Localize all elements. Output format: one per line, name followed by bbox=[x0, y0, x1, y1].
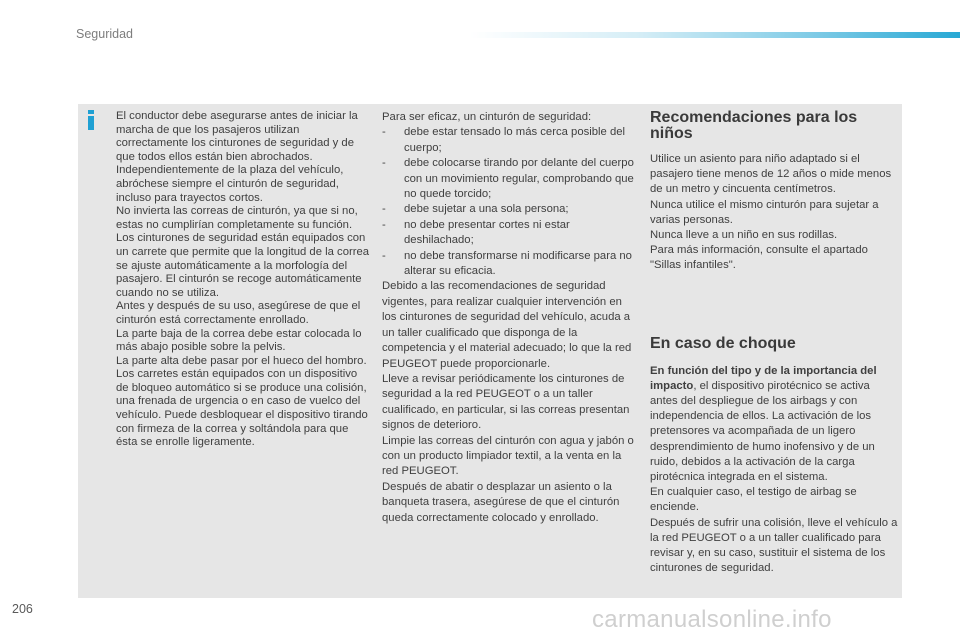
paragraph: La parte baja de la correa debe estar colocada lo más abajo posible sobre la pelvis. bbox=[116, 327, 362, 354]
column-safety-notes bbox=[116, 110, 370, 450]
paragraph: Después de sufrir una colisión, lleve el vehículo a la red PEUGEOT o a un taller cualificado para revisar y, en su caso, sustituir el sistema de los cinturones de seguridad. bbox=[650, 516, 898, 575]
bullet-item: - debe colocarse tirando por delante del cuerpo con un movimiento regular, comprobando que no quede torcido; bbox=[382, 157, 634, 201]
watermark: carmanualsonline.info bbox=[592, 606, 832, 633]
column-children-and-crash bbox=[650, 110, 900, 576]
paragraph: Lleve a revisar periódicamente los cinturones de seguridad a la red PEUGEOT o a un taller cualificado, en particular, si las correas presentan signos de deterioro. bbox=[382, 372, 630, 432]
page-number: 206 bbox=[12, 602, 33, 616]
column-belt-effectiveness bbox=[382, 110, 638, 526]
paragraph: En función del tipo y de la importancia del impacto, el dispositivo pirotécnico se activa antes del despliegue de los airbags y con independencia de ellos. La activación de los pretensores va acompañada de un ligero desprendimiento de humo inofensivo y de un ruido, debidos a la activación de la carga pirotécnica integrada en el sistema. bbox=[650, 364, 877, 484]
bullet-item: - debe estar tensado lo más cerca posible del cuerpo; bbox=[382, 126, 626, 154]
paragraph: Nunca utilice el mismo cinturón para sujetar a varias personas. bbox=[650, 198, 879, 226]
paragraph: Los carretes están equipados con un dispositivo de bloqueo automático si se produce una colisión, una frenada de urgencia o en caso de vuelco del vehículo. Puede desbloquear el dispositivo tirando con firmeza de la correa y soltándola para que ésta se enrolle ligeramente. bbox=[116, 368, 368, 449]
paragraph: No invierta las correas de cinturón, ya que si no, estas no cumplirían completamente su función. bbox=[116, 205, 358, 231]
paragraph: Nunca lleve a un niño en sus rodillas. bbox=[650, 229, 838, 242]
bullet-item: - no debe presentar cortes ni estar deshilachado; bbox=[382, 218, 570, 247]
paragraph: Para más información, consulte el apartado "Sillas infantiles". bbox=[650, 244, 868, 272]
header-gradient-bar bbox=[470, 32, 960, 38]
bullet-item: - no debe transformarse ni modificarse para no alterar su eficacia. bbox=[382, 249, 632, 278]
paragraph: Utilice un asiento para niño adaptado si el pasajero tiene menos de 12 años o mide menos de un metro y cincuenta centímetros. bbox=[650, 153, 892, 196]
heading-children-recommendations: Recomendaciones para los niños bbox=[650, 109, 858, 142]
paragraph: Después de abatir o desplazar un asiento o la banqueta trasera, asegúrese de que el cinturón queda correctamente colocado y enrollado. bbox=[382, 480, 620, 524]
info-icon bbox=[86, 110, 97, 130]
paragraph: Los cinturones de seguridad están equipados con un carrete que permite que la longitud de la correa se ajuste automáticamente a la morfología del pasajero. El cinturón se recoge automáticamente cuando no se utiliza. bbox=[116, 232, 370, 299]
paragraph: La parte alta debe pasar por el hueco del hombro. bbox=[116, 354, 367, 367]
heading-crash: En caso de choque bbox=[650, 334, 796, 352]
paragraph: Limpie las correas del cinturón con agua y jabón o con un producto limpiador textil, a la venta en la red PEUGEOT. bbox=[382, 434, 634, 478]
bullet-item: - debe sujetar a una sola persona; bbox=[382, 203, 569, 216]
paragraph: Debido a las recomendaciones de seguridad vigentes, para realizar cualquier intervención en los cinturones de seguridad del vehículo, acuda a un taller cualificado que disponga de la competencia y el material adecuado; lo que la red PEUGEOT puede proporcionarle. bbox=[382, 280, 632, 370]
paragraph: En cualquier caso, el testigo de airbag se enciende. bbox=[650, 486, 857, 514]
paragraph: Independientemente de la plaza del vehículo, abróchese siempre el cinturón de seguridad, incluso para trayectos cortos. bbox=[116, 164, 344, 204]
paragraph: Antes y después de su uso, asegúrese de que el cinturón está correctamente enrollado. bbox=[116, 300, 361, 326]
bold-lead: En función del tipo y de la importancia del impacto bbox=[650, 364, 877, 392]
paragraph: Para ser eficaz, un cinturón de seguridad: bbox=[382, 111, 592, 123]
paragraph: El conductor debe asegurarse antes de iniciar la marcha de que los pasajeros utilizan correctamente los cinturones de seguridad y de que todos ellos están bien abrochados. bbox=[116, 110, 358, 163]
section-title: Seguridad bbox=[76, 27, 133, 41]
